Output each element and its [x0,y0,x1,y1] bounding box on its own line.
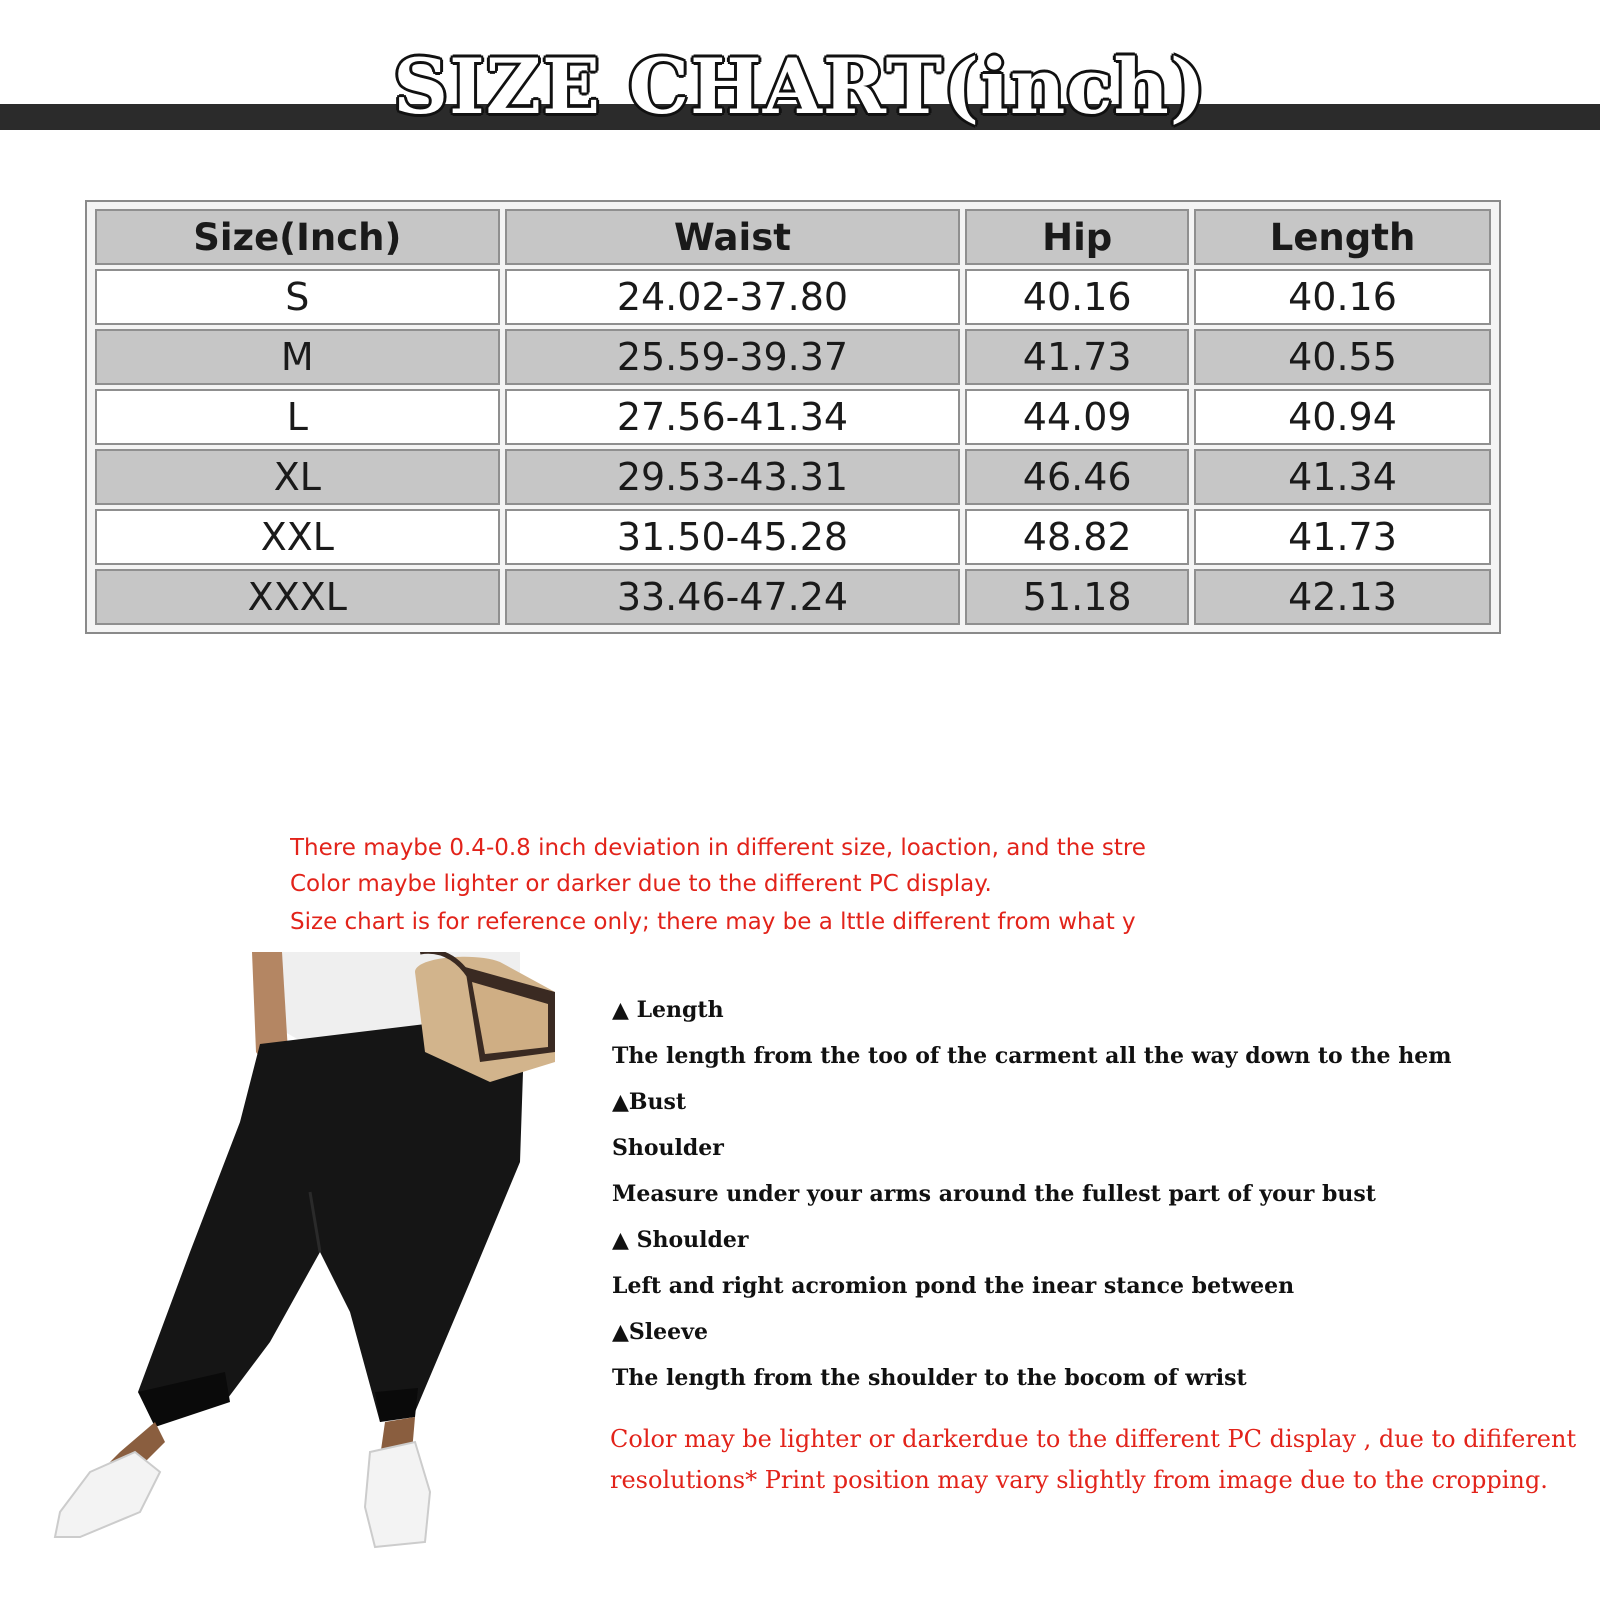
color-notice: Color maybe lighter or darker due to the different PC display. [290,871,992,897]
size-table-frame [85,200,1501,634]
length-cell: 40.55 [1194,329,1491,385]
waist-cell: 33.46-47.24 [505,569,961,625]
length-description: The length from the too of the carment all the way down to the hem [612,1043,1452,1069]
length-heading: ▲ Length [612,997,724,1023]
right-shoe [365,1442,430,1547]
shoulder-description: Left and right acromion pond the inear stance between [612,1273,1295,1299]
table-row [95,389,1491,445]
display-disclaimer-line-1: Color may be lighter or darkerdue to the different PC display , due to dififerent [610,1425,1577,1453]
deviation-notice: There maybe 0.4-0.8 inch deviation in different size, loaction, and the stre [290,835,1146,861]
column-header-waist: Waist [505,209,961,265]
waist-cell: 24.02-37.80 [505,269,961,325]
length-cell: 40.16 [1194,269,1491,325]
table-row [95,269,1491,325]
hip-cell: 40.16 [965,269,1189,325]
length-cell: 40.94 [1194,389,1491,445]
reference-notice: Size chart is for reference only; there may be a lttle different from what y [290,909,1136,935]
column-header-length: Length [1194,209,1491,265]
size-cell: M [95,329,500,385]
product-photo [20,952,580,1572]
display-disclaimer-line-2: resolutions* Print position may vary slightly from image due to the cropping. [610,1466,1548,1494]
hip-cell: 46.46 [965,449,1189,505]
hip-cell: 51.18 [965,569,1189,625]
bust-description: Measure under your arms around the fullest part of your bust [612,1181,1376,1207]
sleeve-heading: ▲Sleeve [612,1319,708,1345]
waist-cell: 27.56-41.34 [505,389,961,445]
hip-cell: 48.82 [965,509,1189,565]
table-row [95,509,1491,565]
length-cell: 41.73 [1194,509,1491,565]
size-cell: L [95,389,500,445]
sleeve-description: The length from the shoulder to the bocom of wrist [612,1365,1247,1391]
shoulder-heading: ▲ Shoulder [612,1227,749,1253]
size-cell: XXXL [95,569,500,625]
hip-cell: 44.09 [965,389,1189,445]
left-shoe [55,1452,160,1537]
page-title: SIZE CHART(inch) [393,42,1207,131]
table-row [95,329,1491,385]
size-cell: XL [95,449,500,505]
black-pants [138,1012,525,1422]
measurement-guide [612,998,1572,1412]
column-header-hip: Hip [965,209,1189,265]
bust-subheading: Shoulder [612,1135,724,1161]
length-cell: 41.34 [1194,449,1491,505]
column-header-size: Size(Inch) [95,209,500,265]
bust-heading: ▲Bust [612,1089,687,1115]
size-table [90,205,1496,629]
size-cell: S [95,269,500,325]
waist-cell: 31.50-45.28 [505,509,961,565]
hip-cell: 41.73 [965,329,1189,385]
length-cell: 42.13 [1194,569,1491,625]
waist-cell: 25.59-39.37 [505,329,961,385]
size-cell: XXL [95,509,500,565]
table-row [95,569,1491,625]
table-row [95,449,1491,505]
waist-cell: 29.53-43.31 [505,449,961,505]
table-header-row [95,209,1491,265]
